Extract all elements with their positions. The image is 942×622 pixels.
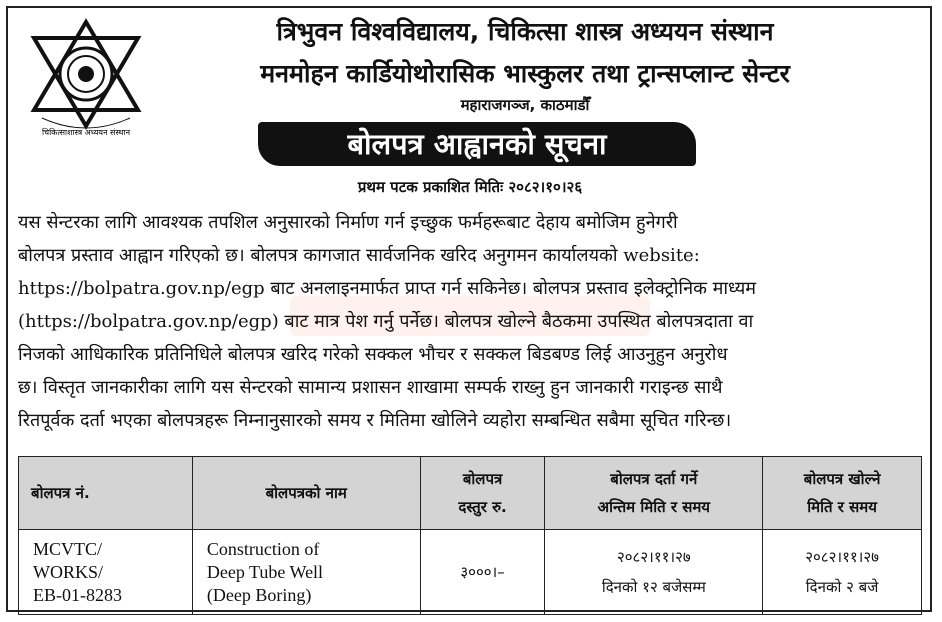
tender-number-line1: MCVTC/: [33, 538, 103, 559]
header-registration-deadline: [545, 457, 763, 530]
tender-name-line3: (Deep Boring): [206, 584, 312, 605]
header-tender-no: बोलपत्र नं.: [19, 457, 193, 530]
body-line: रितपूर्वक दर्ता भएका बोलपत्रहरू निम्नानुसारको समय र मितिमा खोलिने व्यहोरा सम्बन्धित सबैमा सूचित गरिन्छ।: [18, 410, 732, 431]
table-row: [19, 530, 922, 615]
body-line: निजको आधिकारिक प्रतिनिधिले बोलपत्र खरिद गरेको सक्कल भौचर र सक्कल बिडबण्ड लिई आउनुहुन अनुरोध: [18, 344, 728, 365]
opening-time: दिनको २ बजे: [805, 578, 879, 596]
header-open-line1: बोलपत्र खोल्ने: [803, 470, 881, 488]
body-line: छ। विस्तृत जानकारीका लागि यस सेन्टरको सामान्य प्रशासन शाखामा सम्पर्क राख्नु हुन जानकारी गराइन्छ साथै: [18, 377, 723, 398]
tender-number-line2: WORKS/: [33, 561, 104, 582]
header-fee-line2: दस्तुर रु.: [458, 498, 507, 516]
opening-datetime: [763, 530, 922, 615]
registration-date: २०८२।११।२७: [616, 548, 691, 566]
header-opening-date: [763, 457, 922, 530]
tender-fee: ३०००।–: [420, 530, 545, 615]
opening-date: २०८२।११।२७: [805, 548, 879, 566]
tender-name-line2: Deep Tube Well: [206, 561, 324, 582]
header-tender-name: बोलपत्रको नाम: [192, 457, 420, 530]
body-line: बोलपत्र प्रस्ताव आह्वान गरिएको छ। बोलपत्र कागजात सार्वजनिक खरिद अनुगमन कार्यालयको website:: [18, 245, 700, 266]
registration-deadline: [545, 530, 763, 615]
notice-title-banner: बोलपत्र आह्वानको सूचना: [258, 122, 696, 166]
tender-number: [19, 530, 193, 615]
body-line: https://bolpatra.gov.np/egp बाट अनलाइनमार्फत प्राप्त गर्न सकिनेछ। बोलपत्र प्रस्ताव इलेक्ट्रोनिक माध्यम: [18, 278, 757, 299]
tender-name: [192, 530, 420, 615]
university-name: त्रिभुवन विश्वविद्यालय, चिकित्सा शास्त्र अध्ययन संस्थान: [276, 17, 774, 46]
header-reg-line2: अन्तिम मिति र समय: [597, 498, 711, 516]
header-reg-line1: बोलपत्र दर्ता गर्ने: [610, 470, 698, 488]
notice-body: [18, 206, 924, 437]
header-open-line2: मिति र समय: [807, 498, 877, 516]
tribhuvan-university-logo: [22, 14, 150, 142]
center-name: मनमोहन कार्डियोथोरासिक भास्कुलर तथा ट्रान्सप्लान्ट सेन्टर: [260, 59, 790, 88]
logo-caption: चिकित्साशास्त्र अध्ययन संस्थान: [41, 128, 131, 137]
table-header-row: [19, 457, 922, 530]
header-fee: [420, 457, 545, 530]
tender-name-line1: Construction of: [206, 538, 320, 559]
center-address: महाराजगञ्ज, काठमाडौँ: [460, 96, 590, 114]
publication-date: प्रथम पटक प्रकाशित मितिः २०८२।१०।२६: [357, 178, 583, 196]
body-line: यस सेन्टरका लागि आवश्यक तपशिल अनुसारको निर्माण गर्न इच्छुक फर्महरूबाट देहाय बमोजिम हुनेगरी: [18, 212, 678, 233]
body-line: (https://bolpatra.gov.np/egp) बाट मात्र पेश गर्नु पर्नेछ। बोलपत्र खोल्ने बैठकमा उपस्थित बोलपत्रदाता वा: [18, 311, 754, 332]
tender-number-line3: EB-01-8283: [33, 584, 122, 605]
registration-time: दिनको १२ बजेसम्म: [601, 578, 706, 596]
header-fee-line1: बोलपत्र: [462, 470, 503, 488]
tender-table: [18, 456, 922, 615]
